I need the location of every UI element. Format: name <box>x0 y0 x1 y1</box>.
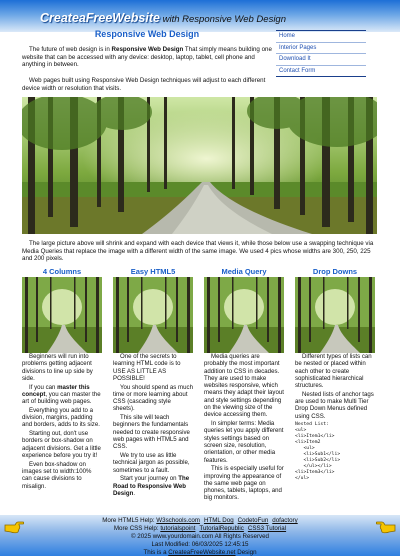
paragraph <box>22 384 102 406</box>
nav-item-home[interactable]: Home <box>276 31 366 43</box>
paragraph <box>295 353 375 389</box>
site-header <box>0 0 400 32</box>
footer-link-html-dog[interactable]: HTML Dog <box>203 517 234 524</box>
column-title: Easy HTML5 <box>130 267 176 276</box>
text: This site will teach beginners the fundamentals needed to create responsive web pages with HTML5 and CSS. <box>113 414 190 451</box>
text: , you can master the art of building web pages. <box>22 390 101 406</box>
page-title: Responsive Web Design <box>94 29 200 39</box>
design-text: This is a <box>143 549 169 556</box>
footer-link-tutorialspoint[interactable]: tutorialspoint <box>160 525 196 532</box>
column-text <box>22 353 102 490</box>
column-media-query <box>204 267 284 503</box>
text: In simpler terms: Media queries let you apply different styles settings based on screen size, resolution, orientation, or other media features. <box>204 420 284 464</box>
text: If you can <box>29 383 58 391</box>
column-easy-html5 <box>113 267 193 499</box>
intro-text: The future of web design is in <box>29 46 112 53</box>
text: Everything you add to a division, margins, padding and borders, adds to its size. <box>22 406 100 429</box>
text: Different types of lists can be nested or placed within each other to create sophisticated hierarchical structures. <box>295 353 372 390</box>
intro-bold-text: Responsive Web Design <box>111 46 184 53</box>
code-sample: Nested List: <ul> <li>Item1</li> <li>Item2 <ul> <li>Sub1</li> <li>Sub2</li> </ul></li> <li>Item3</li> </ul> <box>295 422 341 482</box>
tagline: with Responsive Web Design <box>159 14 286 25</box>
intro-paragraph-2 <box>22 77 278 92</box>
footer-link-codetofun[interactable]: CodetoFun <box>237 517 269 524</box>
paragraph <box>113 475 193 497</box>
nav-item-interior-pages[interactable]: Interior Pages <box>276 43 366 55</box>
site-title <box>40 9 286 27</box>
paragraph <box>22 407 102 429</box>
footer-link-tutorialrepublic[interactable]: TutorialRepublic <box>199 525 244 532</box>
brand-name[interactable]: CreateaFreeWebsite <box>40 11 160 25</box>
column-text <box>295 353 375 482</box>
footer-link-dofactory[interactable]: dofactory <box>272 517 298 524</box>
column-title: 4 Columns <box>42 267 82 276</box>
site-footer <box>0 515 400 556</box>
main-nav <box>276 30 366 77</box>
nav-item-download-it[interactable]: Download It <box>276 54 366 66</box>
paragraph <box>295 391 375 420</box>
hero-image <box>22 97 377 234</box>
bold-text: master this concept <box>22 383 90 398</box>
text: . <box>133 489 136 497</box>
text: This is especially useful for improving the appearance of the same web page on phones, tablets, laptops, and big monitors. <box>204 465 284 502</box>
forest-thumbnail <box>22 277 102 353</box>
text: We try to use as little technical jargon as possible, sometimes to a fault. <box>113 452 190 474</box>
paragraph <box>204 353 284 419</box>
paragraph <box>22 430 102 459</box>
intro-text-rest: That simply means building one website that can be accessed with any device: desktop, laptop, tablet, cell phone and anything in between. <box>22 46 272 68</box>
paragraph <box>113 384 193 413</box>
footer-link-createafreewebsite[interactable]: CreateaFreeWebsite.net <box>168 549 236 556</box>
column-drop-downs <box>295 267 375 482</box>
intro-text-2: Web pages built using Responsive Web Design techniques will adjust to each different device width or resolution that visits. <box>22 77 266 92</box>
text: Media queries are probably the most important addition to CSS in decades. They are used to make websites responsive, which means they adapt their layout and style settings depending on the viewing size of the device accessing them. <box>204 353 284 419</box>
paragraph <box>113 452 193 474</box>
footer-link-w3schools[interactable]: W3schools.com <box>156 517 200 524</box>
nav-item-contact-form[interactable]: Contact Form <box>276 66 366 78</box>
footer-copyright: © 2025 www.yourdomain.com All Rights Reserved <box>131 533 269 540</box>
footer-last-modified: Last Modified: 06/03/2025 12:45:15 <box>151 541 249 548</box>
intro-paragraph <box>22 46 272 69</box>
design-text-after: Design <box>235 549 257 556</box>
footer-html-help <box>0 517 400 525</box>
footer-link-css3-tutorial[interactable]: CSS3 Tutorial <box>247 525 287 532</box>
text: Beginners will run into problems getting adjacent divisions to line up side by side. <box>22 353 93 382</box>
column-title: Drop Downs <box>312 267 358 276</box>
column-text <box>113 353 193 497</box>
text: Nested lists of anchor tags are used to make Multi Tier Drop Down Menus defined using CSS. <box>295 390 374 420</box>
text: Even box-shadow on images set to width:100% can cause divisions to misalign. <box>22 460 92 490</box>
text: Starting out, don't use borders or box-shadow on adjacent divisions. Get a little experience before you try it! <box>22 430 101 460</box>
paragraph <box>22 461 102 490</box>
text: Start your journey on <box>120 475 179 483</box>
column-text <box>204 353 284 502</box>
paragraph <box>113 353 193 382</box>
forest-thumbnail <box>113 277 193 353</box>
column-title: Media Query <box>221 267 267 276</box>
hero-caption <box>22 240 377 263</box>
text: You should spend as much time or more learning about CSS (cascading style sheets). <box>113 383 193 413</box>
bold-text: The Road to Responsive Web Design <box>113 475 190 497</box>
paragraph <box>204 465 284 501</box>
html-help-label: More HTML5 Help: <box>102 517 155 524</box>
forest-thumbnail <box>295 277 375 353</box>
text: One of the secrets to learning HTML code is to USE AS LITTLE AS POSSIBLE! <box>113 353 181 382</box>
css-help-label: More CSS Help: <box>113 525 159 532</box>
hero-caption-text: The large picture above will shrink and expand with each device that views it, while those below use a swapping technique via Media Queries that replace the image with a different width of the same image. We used 4 pics whose widths are 300, 250, 225 and 200 pixels. <box>22 240 374 262</box>
paragraph <box>204 420 284 464</box>
footer-text <box>0 517 400 557</box>
footer-css-help <box>0 525 400 533</box>
forest-thumbnail <box>204 277 284 353</box>
forest-path-image <box>22 97 377 234</box>
column-four-columns <box>22 267 102 491</box>
paragraph <box>22 353 102 382</box>
paragraph <box>113 414 193 450</box>
